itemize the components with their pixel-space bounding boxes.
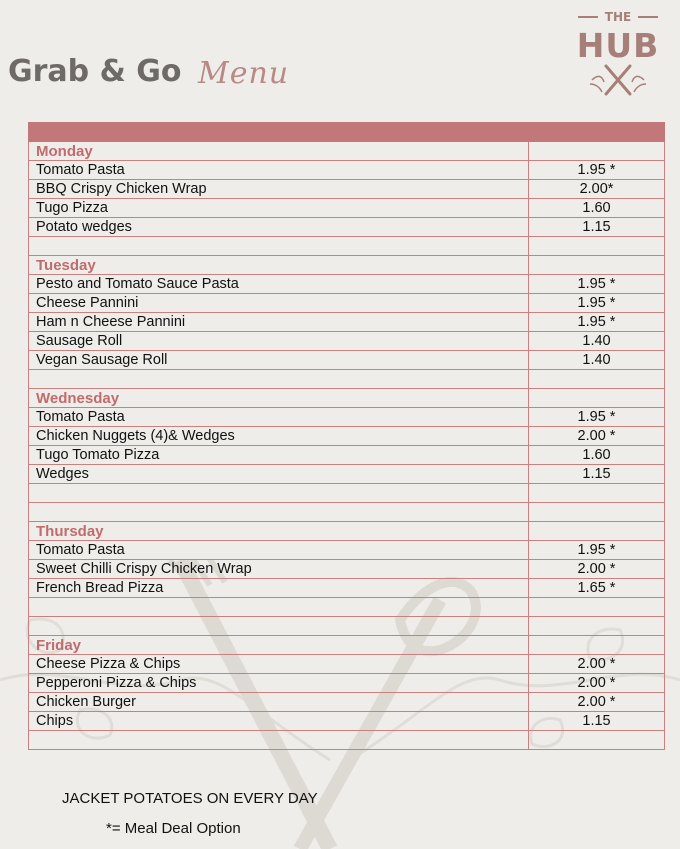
empty-cell [529, 389, 665, 408]
menu-item-price: 1.15 [529, 712, 665, 731]
table-header-row [29, 123, 665, 142]
menu-item-row [29, 180, 665, 199]
crossed-cutlery-icon [588, 62, 648, 96]
blank-row [29, 237, 665, 256]
menu-item-row [29, 161, 665, 180]
day-header-row [29, 142, 665, 161]
menu-item-price: 2.00 * [529, 560, 665, 579]
empty-cell [529, 142, 665, 161]
menu-item-name: Vegan Sausage Roll [29, 351, 529, 370]
day-label: Wednesday [29, 389, 529, 408]
menu-item-price: 1.95 * [529, 408, 665, 427]
jacket-potato-note: JACKET POTATOES ON EVERY DAY [62, 790, 318, 807]
menu-item-row [29, 427, 665, 446]
menu-item-row [29, 693, 665, 712]
menu-item-name: Sausage Roll [29, 332, 529, 351]
menu-item-name: Pesto and Tomato Sauce Pasta [29, 275, 529, 294]
menu-item-price: 1.60 [529, 446, 665, 465]
menu-item-row [29, 313, 665, 332]
empty-cell [529, 636, 665, 655]
menu-item-price: 1.95 * [529, 294, 665, 313]
empty-cell [29, 503, 529, 522]
title-main-text: Grab & Go [8, 54, 182, 89]
hub-logo [572, 6, 664, 98]
menu-item-row [29, 465, 665, 484]
menu-item-name: Ham n Cheese Pannini [29, 313, 529, 332]
menu-item-price: 2.00 * [529, 693, 665, 712]
empty-cell [29, 237, 529, 256]
day-header-row [29, 389, 665, 408]
menu-item-name: Pepperoni Pizza & Chips [29, 674, 529, 693]
menu-item-name: Tugo Pizza [29, 199, 529, 218]
menu-item-price: 1.40 [529, 332, 665, 351]
blank-row [29, 370, 665, 389]
blank-row [29, 598, 665, 617]
menu-item-name: Chicken Nuggets (4)& Wedges [29, 427, 529, 446]
menu-item-name: Cheese Pizza & Chips [29, 655, 529, 674]
day-header-row [29, 522, 665, 541]
menu-item-price: 1.15 [529, 218, 665, 237]
meal-deal-legend: *= Meal Deal Option [106, 820, 241, 837]
empty-cell [529, 256, 665, 275]
empty-cell [529, 598, 665, 617]
day-label: Thursday [29, 522, 529, 541]
empty-cell [529, 617, 665, 636]
empty-cell [29, 731, 529, 750]
menu-item-name: Chips [29, 712, 529, 731]
day-label: Monday [29, 142, 529, 161]
empty-cell [529, 522, 665, 541]
menu-item-row [29, 655, 665, 674]
empty-cell [529, 370, 665, 389]
menu-item-row [29, 199, 665, 218]
menu-item-row [29, 332, 665, 351]
day-header-row [29, 636, 665, 655]
menu-item-price: 1.95 * [529, 313, 665, 332]
menu-item-row [29, 218, 665, 237]
day-label: Tuesday [29, 256, 529, 275]
empty-cell [29, 370, 529, 389]
empty-cell [529, 237, 665, 256]
menu-item-row [29, 541, 665, 560]
logo-hub-text: HUB [576, 26, 660, 65]
blank-row [29, 731, 665, 750]
empty-cell [29, 617, 529, 636]
menu-item-name: Tugo Tomato Pizza [29, 446, 529, 465]
menu-item-row [29, 275, 665, 294]
menu-item-price: 1.60 [529, 199, 665, 218]
empty-cell [529, 731, 665, 750]
menu-item-name: Sweet Chilli Crispy Chicken Wrap [29, 560, 529, 579]
menu-item-name: BBQ Crispy Chicken Wrap [29, 180, 529, 199]
blank-row [29, 484, 665, 503]
logo-the-text: THE [604, 10, 632, 24]
menu-item-row [29, 446, 665, 465]
menu-body [29, 123, 665, 750]
menu-item-row [29, 560, 665, 579]
day-label: Friday [29, 636, 529, 655]
header-cell [29, 123, 529, 142]
menu-item-price: 2.00 * [529, 674, 665, 693]
menu-item-price: 1.15 [529, 465, 665, 484]
menu-item-name: Wedges [29, 465, 529, 484]
menu-table [28, 122, 665, 750]
menu-item-price: 1.40 [529, 351, 665, 370]
menu-item-price: 1.95 * [529, 161, 665, 180]
empty-cell [29, 484, 529, 503]
blank-row [29, 503, 665, 522]
menu-item-row [29, 712, 665, 731]
header-cell [529, 123, 665, 142]
blank-row [29, 617, 665, 636]
menu-item-price: 2.00 * [529, 655, 665, 674]
menu-item-row [29, 408, 665, 427]
empty-cell [529, 484, 665, 503]
day-header-row [29, 256, 665, 275]
menu-item-price: 2.00* [529, 180, 665, 199]
menu-item-name: Cheese Pannini [29, 294, 529, 313]
menu-item-name: Chicken Burger [29, 693, 529, 712]
menu-item-name: Tomato Pasta [29, 408, 529, 427]
menu-item-price: 2.00 * [529, 427, 665, 446]
empty-cell [529, 503, 665, 522]
menu-item-name: Potato wedges [29, 218, 529, 237]
menu-item-price: 1.65 * [529, 579, 665, 598]
menu-item-row [29, 294, 665, 313]
menu-item-row [29, 674, 665, 693]
menu-item-price: 1.95 * [529, 275, 665, 294]
menu-item-row [29, 351, 665, 370]
menu-item-row [29, 579, 665, 598]
menu-item-name: Tomato Pasta [29, 541, 529, 560]
empty-cell [29, 598, 529, 617]
menu-item-price: 1.95 * [529, 541, 665, 560]
menu-item-name: Tomato Pasta [29, 161, 529, 180]
title-script-text: Menu [198, 56, 290, 91]
menu-item-name: French Bread Pizza [29, 579, 529, 598]
